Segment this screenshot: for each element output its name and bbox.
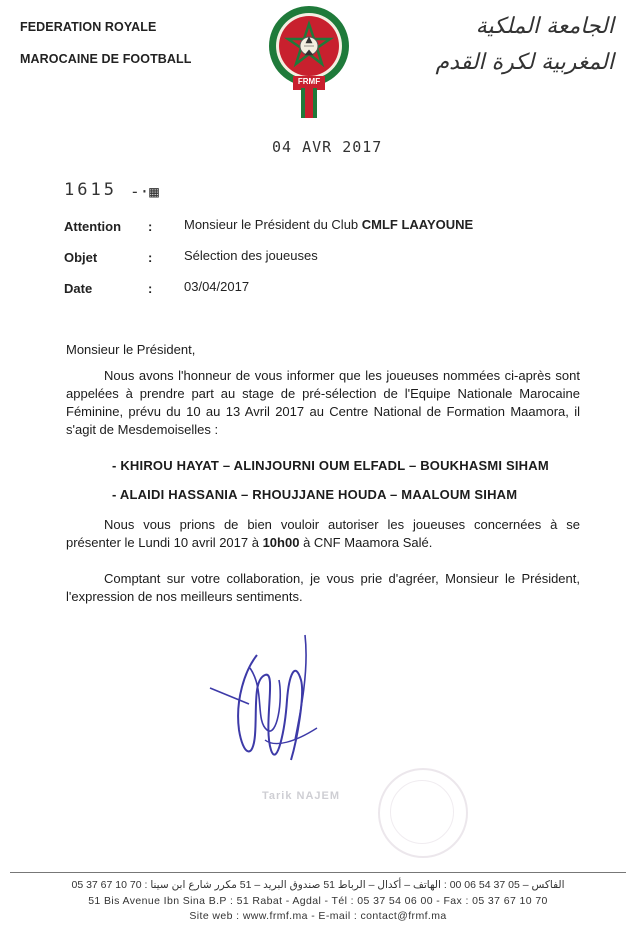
players-line-1: - KHIROU HAYAT – ALINJOURNI OUM ELFADL – BOUKHASMI SIHAM: [112, 458, 549, 473]
meta-label-attention: Attention: [64, 219, 122, 234]
received-date-stamp: 04 AVR 2017: [272, 138, 383, 156]
paragraph-intro: Nous avons l'honneur de vous informer que les joueuses nommées ci-après sont appelées à prendre part au stage de pré-sélection de l'Equipe Nationale Marocaine Féminine, prévu du 10 au 13 Avril 2017 au Centre National de Formation Maamora, il s'agit de Mesdemoiselles :: [66, 368, 580, 437]
paragraph-convocation: Nous vous prions de bien vouloir autoriser les joueuses concernées à se présenter le Lundi 10 avril 2017 à 10h00 à CNF Maamora Salé.: [66, 517, 580, 550]
meta-value-attention: Monsieur le Président du Club CMLF LAAYOUNE: [184, 217, 474, 232]
reference-suffix-mark: -·▦: [130, 182, 159, 201]
frmf-logo: [263, 4, 355, 122]
players-line-2: - ALAIDI HASSANIA – RHOUJJANE HOUDA – MAALOUM SIHAM: [112, 487, 518, 502]
meta-label-objet: Objet: [64, 250, 98, 265]
handwritten-signature: [205, 630, 335, 780]
logo-text: FRMF: [297, 77, 321, 86]
footer-address-fr: 51 Bis Avenue Ibn Sina B.P : 51 Rabat - Agdal - Tél : 05 37 54 06 00 - Fax : 05 37 67 10 70: [88, 895, 548, 907]
reference-number: 1615: [64, 180, 117, 200]
footer-contact: Site web : www.frmf.ma - E-mail : contact@frmf.ma: [189, 910, 447, 922]
meta-colon: :: [148, 281, 153, 296]
org-name-fr-line2: MAROCAINE DE FOOTBALL: [20, 52, 192, 66]
signatory-name: Tarik NAJEM: [262, 790, 341, 802]
paragraph-closing: Comptant sur votre collaboration, je vous prie d'agréer, Monsieur le Président, l'expression de nos meilleurs sentiments.: [66, 571, 580, 604]
meta-value-objet: Sélection des joueuses: [184, 248, 318, 263]
footer-address-ar: 05 37 67 10 70 : الفاكس – 05 37 54 06 00 : الهاتف – أكدال – الرباط 51 صندوق البريد – 51 مكرر شارع ابن سينا: [71, 879, 565, 891]
org-name-ar-line2: المغربية لكرة القدم: [435, 50, 614, 75]
meta-value-date: 03/04/2017: [184, 279, 250, 294]
meta-colon: :: [148, 219, 153, 234]
meta-colon: :: [148, 250, 153, 265]
org-name-ar-line1: الجامعة الملكية: [475, 14, 614, 39]
official-seal-inner-ring: [390, 780, 454, 844]
meta-label-date: Date: [64, 281, 93, 296]
footer-divider: [10, 872, 626, 873]
org-name-fr-line1: FEDERATION ROYALE: [20, 20, 157, 34]
salutation: Monsieur le Président,: [66, 342, 196, 357]
